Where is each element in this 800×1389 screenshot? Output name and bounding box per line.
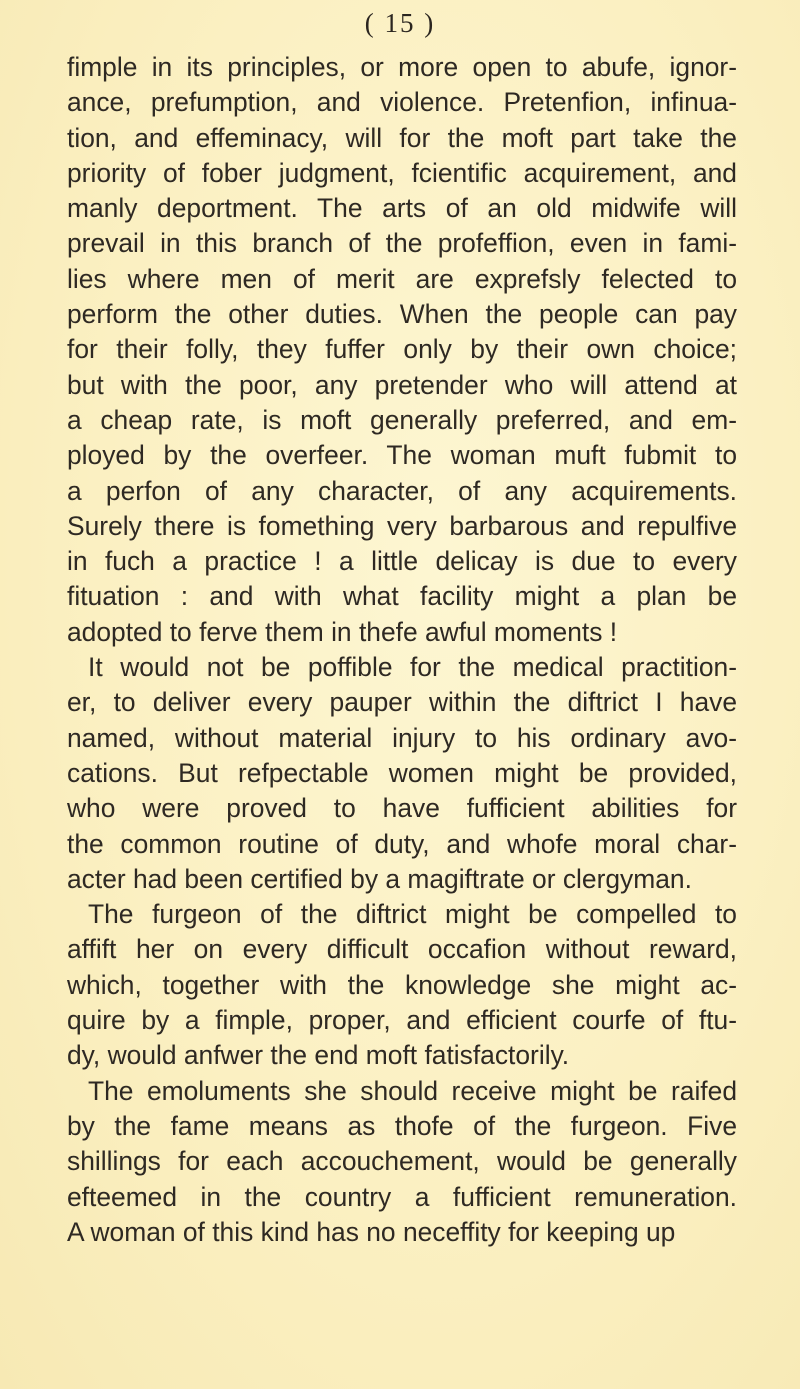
text-line: manly deportment. The arts of an old midwife will (67, 193, 737, 224)
text-line: adopted to ferve them in thefe awful moments ! (67, 616, 618, 647)
text-line: perform the other duties. When the people can pay (67, 299, 737, 330)
text-line: for their folly, they fuffer only by their own choice; (67, 334, 737, 365)
text-line: ployed by the overfeer. The woman muft fubmit to (67, 440, 737, 471)
text-line: shillings for each accouchement, would be generally (67, 1146, 737, 1177)
text-line: a cheap rate, is moft generally preferred, and em- (67, 404, 737, 435)
text-line: fimple in its principles, or more open to abufe, ignor- (67, 52, 737, 82)
text-line: ance, prefumption, and violence. Pretenfion, infinua- (67, 87, 737, 118)
text-line: acter had been certified by a magiftrate or clergyman. (67, 863, 692, 894)
body-text (67, 50, 737, 1250)
text-line: a perfon of any character, of any acquirements. (67, 475, 737, 506)
text-line: fituation : and with what facility might a plan be (67, 581, 737, 612)
text-line: tion, and effeminacy, will for the moft part take the (67, 122, 737, 153)
text-line: Surely there is fomething very barbarous and repulfive (67, 510, 737, 541)
text-line: priority of fober judgment, fcientific acquirement, and (67, 157, 737, 188)
text-line: but with the poor, any pretender who will attend at (67, 369, 737, 400)
text-line: cations. But refpectable women might be provided, (67, 757, 737, 788)
text-line: A woman of this kind has no neceffity for keeping up (67, 1216, 676, 1247)
text-line: It would not be poffible for the medical practition- (88, 652, 737, 683)
text-line: who were proved to have fufficient abilities for (67, 793, 737, 824)
text-line: the common routine of duty, and whofe moral char- (67, 828, 737, 859)
text-line: The furgeon of the diftrict might be compelled to (88, 899, 737, 930)
text-line: The emoluments she should receive might be raifed (88, 1075, 737, 1106)
text-line: dy, would anfwer the end moft fatisfactorily. (67, 1040, 570, 1071)
text-line: in fuch a practice ! a little delicay is due to every (67, 546, 737, 577)
text-line: by the fame means as thofe of the furgeon. Five (67, 1110, 737, 1141)
text-line: prevail in this branch of the profeffion, even in fami- (67, 228, 737, 259)
text-line: quire by a fimple, proper, and efficient courfe of ftu- (67, 1005, 737, 1036)
text-line: named, without material injury to his ordinary avo- (67, 722, 737, 753)
text-line: er, to deliver every pauper within the diftrict I have (67, 687, 737, 718)
text-line: efteemed in the country a fufficient remuneration. (67, 1181, 737, 1212)
page-number: ( 15 ) (364, 8, 436, 38)
text-line: lies where men of merit are exprefsly felected to (67, 263, 737, 294)
text-line: affift her on every difficult occafion without reward, (67, 934, 737, 965)
text-line: which, together with the knowledge she might ac- (67, 969, 737, 1000)
